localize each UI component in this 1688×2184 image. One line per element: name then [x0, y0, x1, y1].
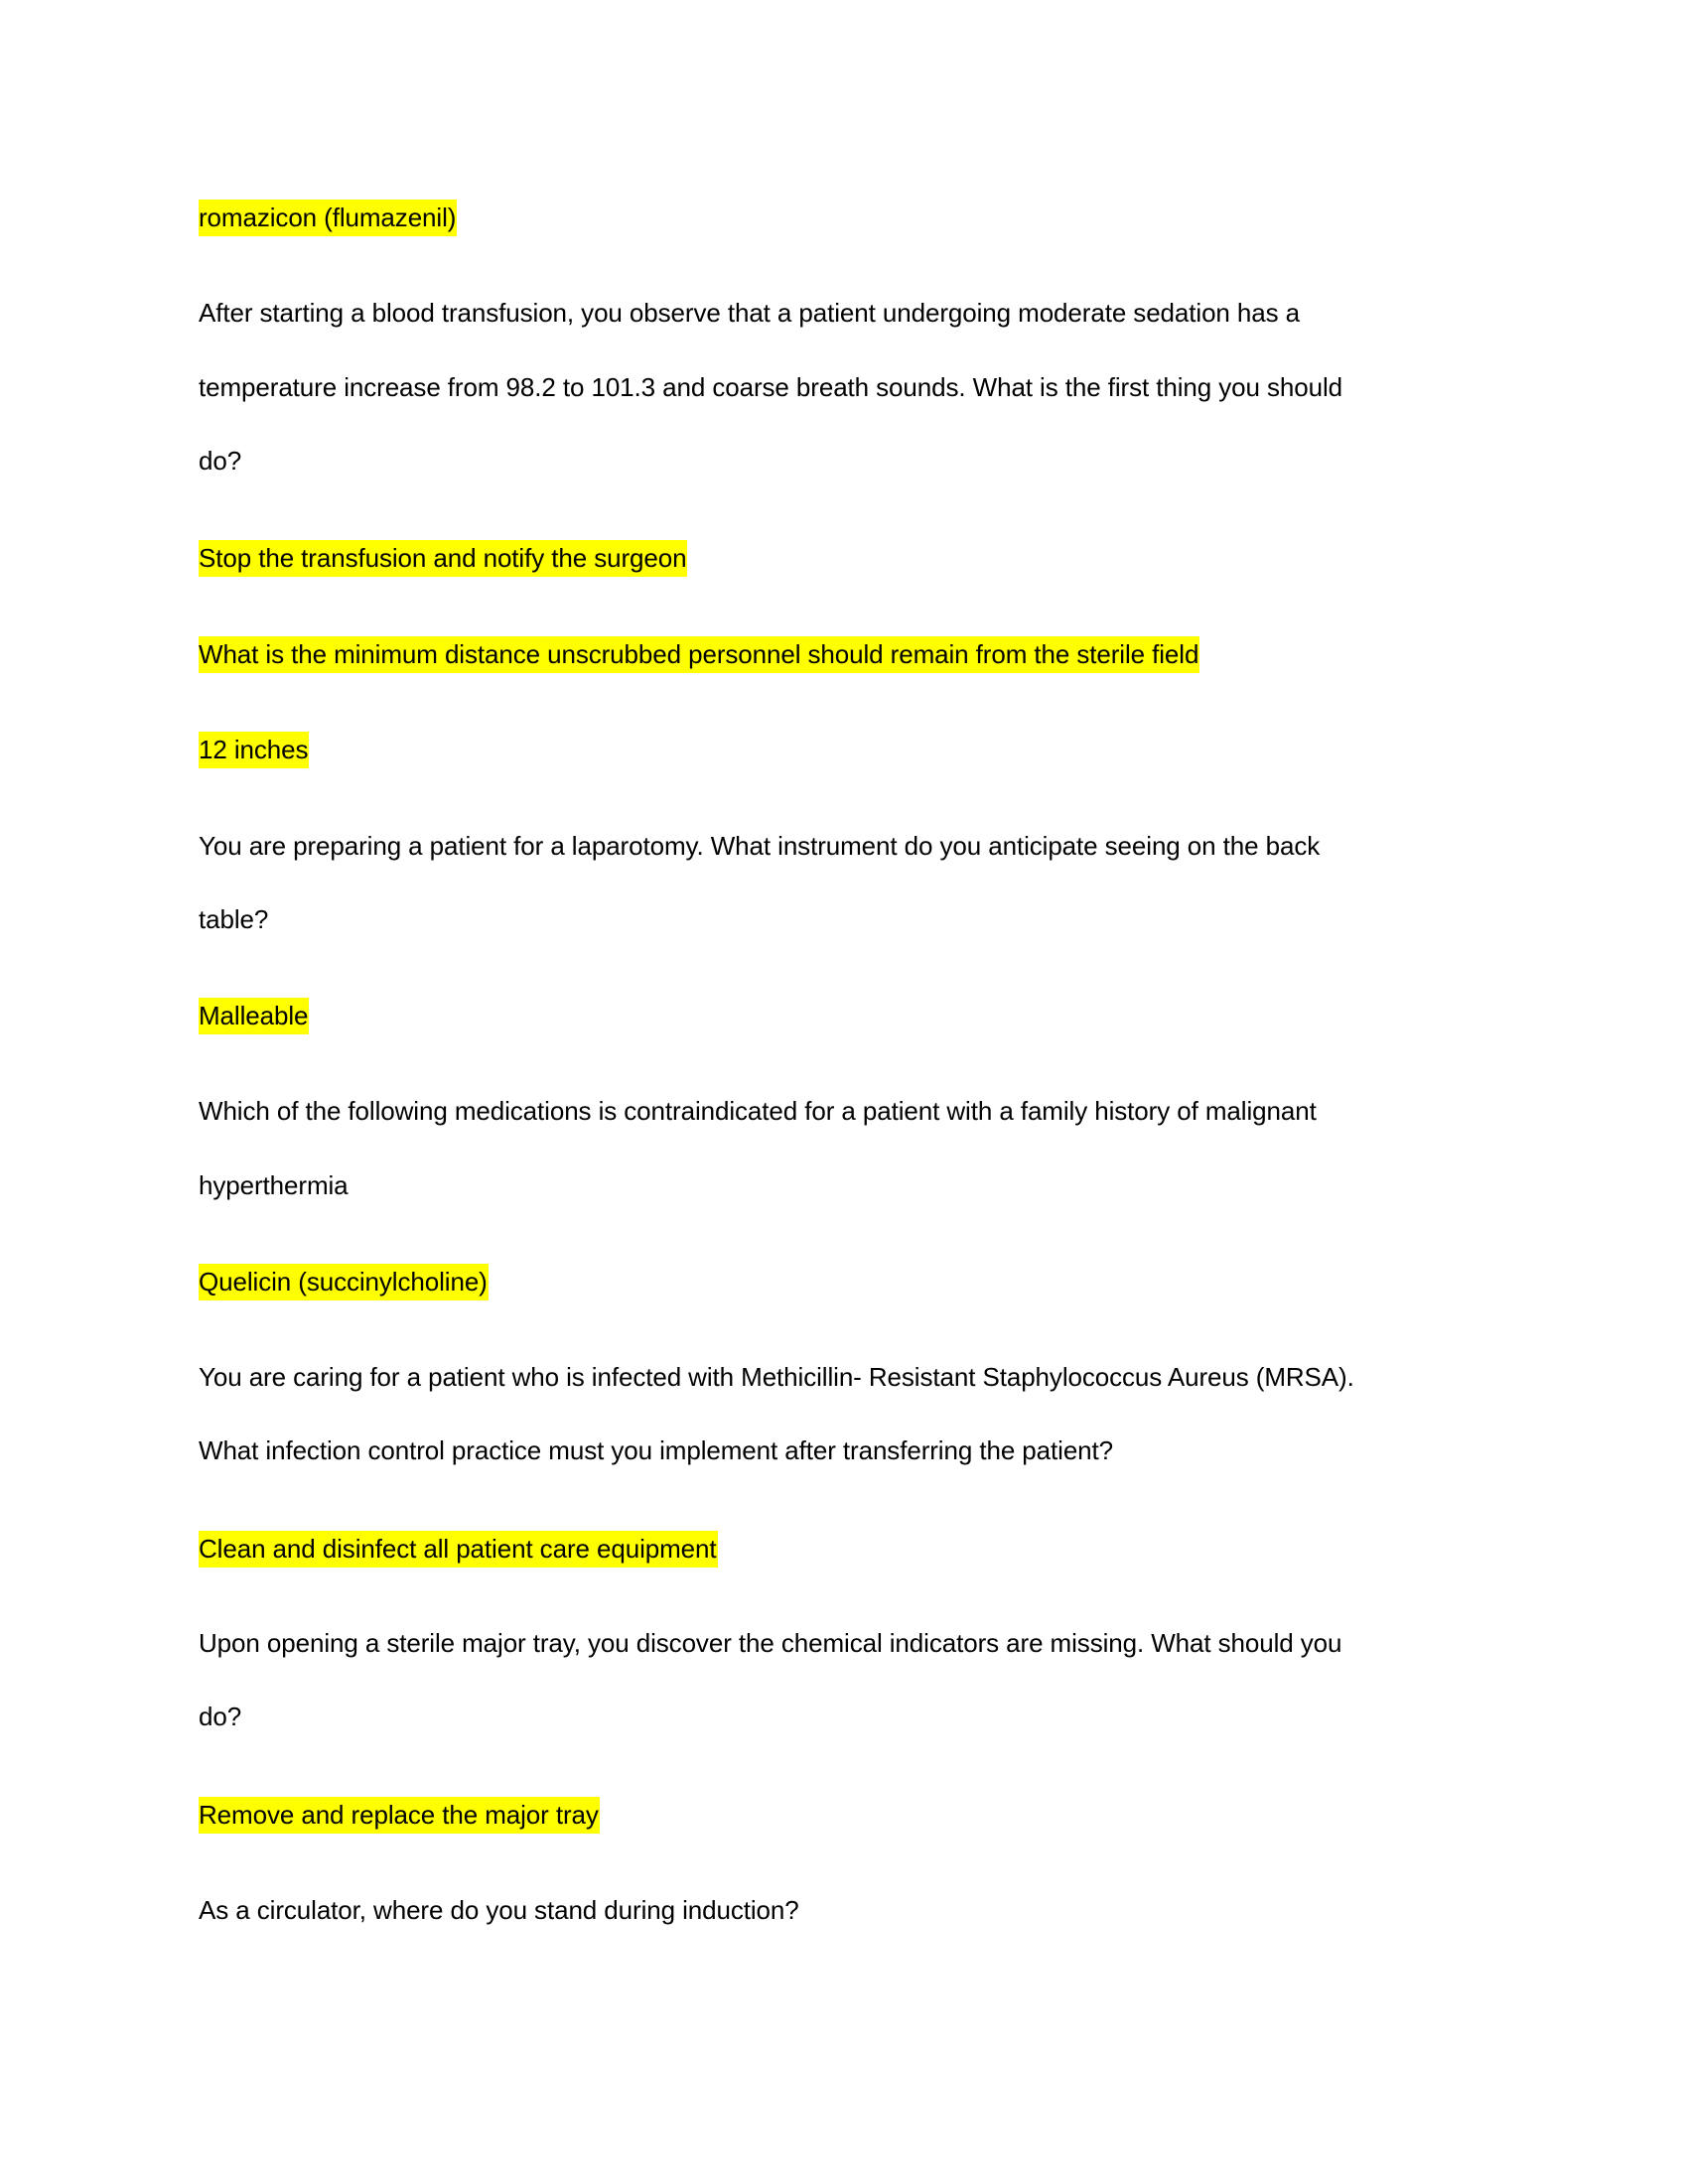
question-line: After starting a blood transfusion, you observe that a patient undergoing moderate sedation has a: [199, 298, 1301, 328]
highlighted-question: What is the minimum distance unscrubbed personnel should remain from the sterile field: [199, 636, 1199, 673]
answer-line: [199, 732, 309, 768]
question-line: hyperthermia: [199, 1170, 349, 1200]
answer-line: [199, 998, 309, 1034]
question-line: As a circulator, where do you stand during induction?: [199, 1895, 799, 1925]
question-line: do?: [199, 1702, 242, 1731]
question-line: You are preparing a patient for a laparotomy. What instrument do you anticipate seeing on the back: [199, 831, 1321, 861]
highlighted-answer: Malleable: [199, 998, 309, 1034]
question-line: Which of the following medications is contraindicated for a patient with a family history of malignant: [199, 1096, 1317, 1126]
highlighted-answer: Stop the transfusion and notify the surgeon: [199, 540, 687, 577]
question-line: Upon opening a sterile major tray, you discover the chemical indicators are missing. What should you: [199, 1628, 1342, 1658]
highlighted-answer: 12 inches: [199, 732, 309, 768]
answer-line: [199, 540, 687, 577]
question-line: do?: [199, 446, 242, 476]
question-line: temperature increase from 98.2 to 101.3 and coarse breath sounds. What is the first thing you should: [199, 372, 1342, 402]
question-line: table?: [199, 904, 269, 934]
highlighted-answer: Quelicin (succinylcholine): [199, 1264, 489, 1300]
answer-line: [199, 1264, 489, 1300]
answer-line: [199, 1797, 600, 1834]
question-line: [199, 636, 1199, 673]
highlighted-answer: romazicon (flumazenil): [199, 200, 457, 236]
question-line: What infection control practice must you implement after transferring the patient?: [199, 1435, 1114, 1465]
answer-line: [199, 1531, 718, 1568]
answer-line: [199, 200, 457, 236]
highlighted-answer: Remove and replace the major tray: [199, 1797, 600, 1834]
question-line: You are caring for a patient who is infected with Methicillin- Resistant Staphylococcus Aureus (MRSA).: [199, 1362, 1354, 1392]
highlighted-answer: Clean and disinfect all patient care equipment: [199, 1531, 718, 1568]
